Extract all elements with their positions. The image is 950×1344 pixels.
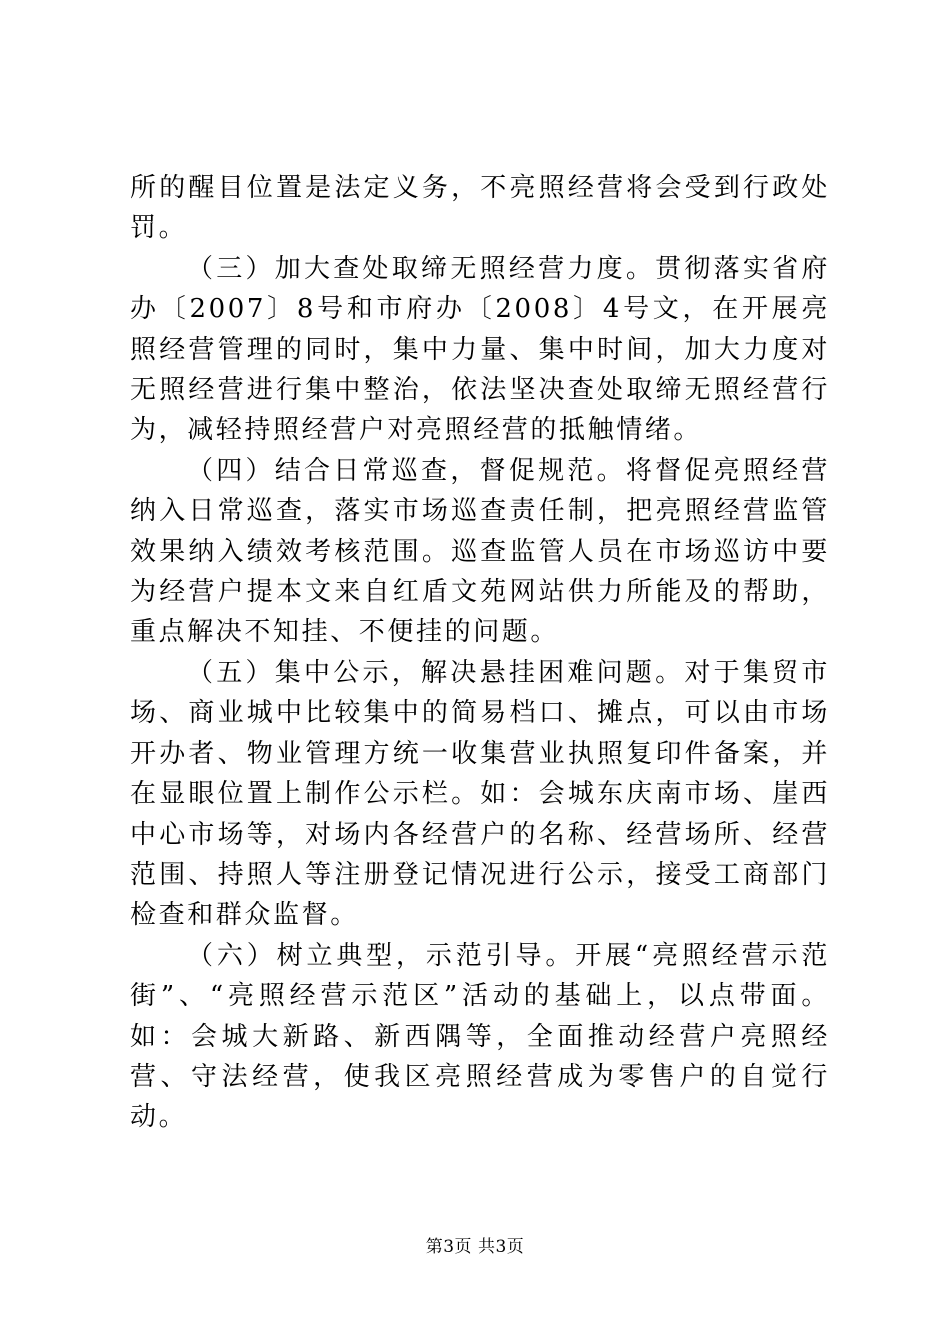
- document-body: [130, 168, 830, 1138]
- paragraph-section-4: （四）结合日常巡查，督促规范。将督促亮照经营纳入日常巡查，落实市场巡查责任制，把亮照经营监管效果纳入绩效考核范围。巡查监管人员在市场巡访中要为经营户提本文来自红盾文苑网站供力所能及的帮助，重点解决不知挂、不便挂的问题。: [130, 455, 830, 648]
- paragraph-section-5: （五）集中公示，解决悬挂困难问题。对于集贸市场、商业城中比较集中的简易档口、摊点，可以由市场开办者、物业管理方统一收集营业执照复印件备案，并在显眼位置上制作公示栏。如：会城东庆南市场、崖西中心市场等，对场内各经营户的名称、经营场所、经营范围、持照人等注册登记情况进行公示，接受工商部门检查和群众监督。: [130, 657, 830, 931]
- paragraph-section-6: （六）树立典型，示范引导。开展“亮照经营示范街”、“亮照经营示范区”活动的基础上，以点带面。如：会城大新路、新西隅等，全面推动经营户亮照经营、守法经营，使我区亮照经营成为零售户的自觉行动。: [130, 940, 830, 1133]
- page-number: 第3页 共3页: [425, 1237, 525, 1257]
- paragraph-section-3: （三）加大查处取缔无照经营力度。贯彻落实省府办〔2007〕8号和市府办〔2008〕4号文，在开展亮照经营管理的同时，集中力量、集中时间，加大力度对无照经营进行集中整治，依法坚决查处取缔无照经营行为，减轻持照经营户对亮照经营的抵触情绪。: [130, 253, 830, 446]
- page-footer: [0, 1236, 950, 1258]
- paragraph-continuation: 所的醒目位置是法定义务，不亮照经营将会受到行政处罚。: [130, 173, 830, 244]
